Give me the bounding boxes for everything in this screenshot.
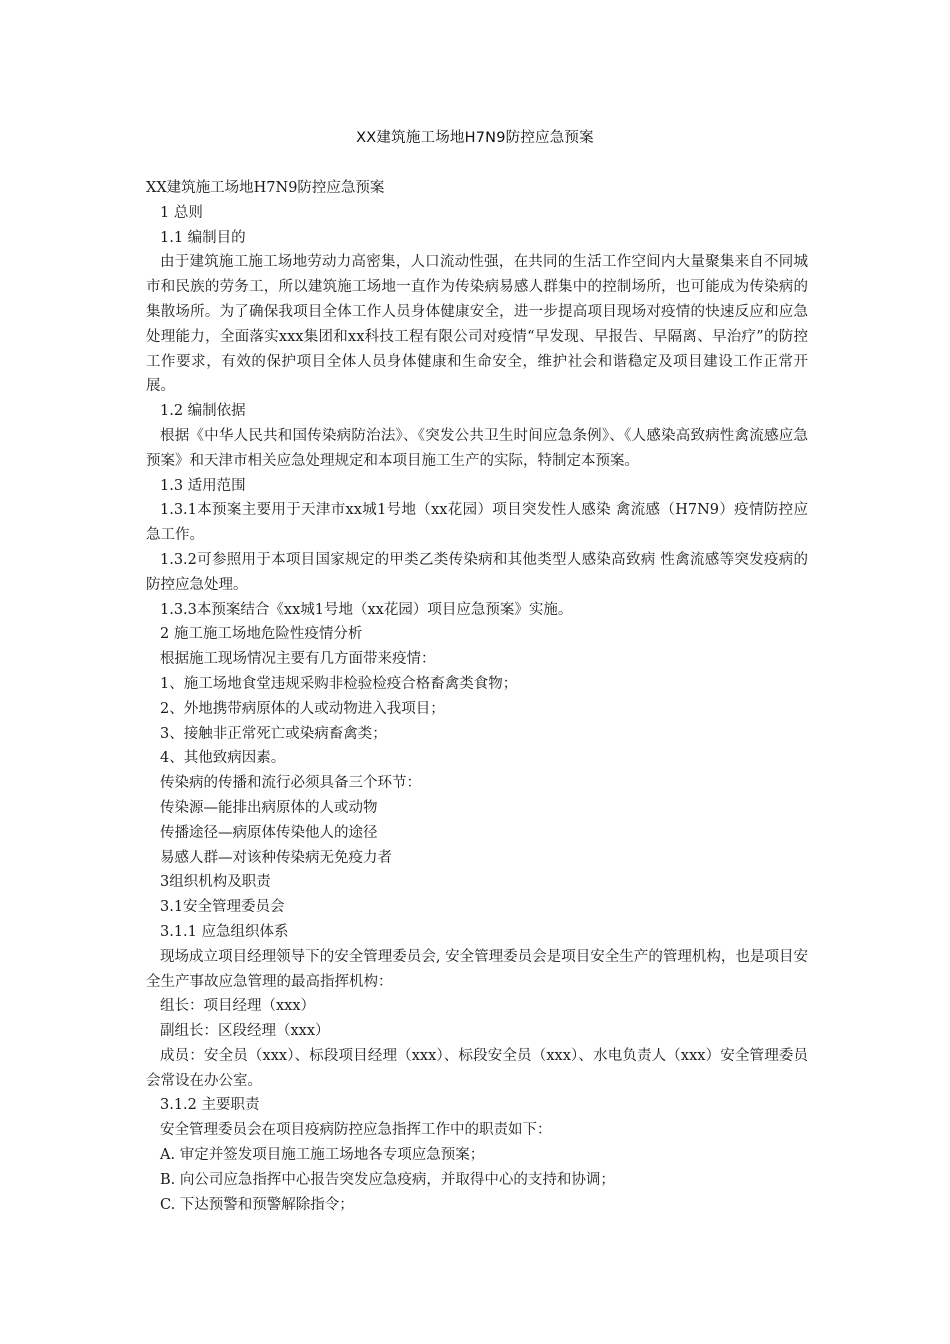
document-body [146, 176, 808, 1217]
paragraph: 易感人群—对该种传染病无免疫力者 [160, 849, 392, 866]
paragraph: 1.1 编制目的 [160, 229, 246, 246]
paragraph: 传播途径—病原体传染他人的途径 [160, 824, 378, 841]
paragraph: 成员：安全员（xxx）、标段项目经理（xxx）、标段安全员（xxx）、水电负责人（xxx）安全管理委员会常设在办公室。 [146, 1047, 808, 1089]
paragraph: 根据《中华人民共和国传染病防治法》、《突发公共卫生时间应急条例》、《人感染高致病性禽流感应急预案》和天津市相关应急处理规定和本项目施工生产的实际，特制定本预案。 [146, 427, 808, 469]
paragraph: 现场成立项目经理领导下的安全管理委员会, 安全管理委员会是项目安全生产的管理机构，也是项目安全生产事故应急管理的最高指挥机构： [146, 948, 808, 990]
paragraph: 3.1安全管理委员会 [160, 899, 285, 916]
paragraph: 3.1.1 应急组织体系 [160, 923, 289, 940]
paragraph: 传染病的传播和流行必须具备三个环节： [160, 775, 421, 792]
document-title: XX建筑施工场地H7N9防控应急预案 [356, 130, 594, 146]
paragraph: 2 施工施工场地危险性疫情分析 [160, 626, 363, 643]
paragraph: 传染源—能排出病原体的人或动物 [160, 799, 378, 816]
paragraph: C. 下达预警和预警解除指令； [160, 1196, 354, 1213]
paragraph: 安全管理委员会在项目疫病防控应急指挥工作中的职责如下： [160, 1122, 552, 1139]
paragraph: 组长：项目经理（xxx） [160, 998, 316, 1015]
paragraph: 2、外地携带病原体的人或动物进入我项目； [160, 700, 445, 717]
paragraph: 1、施工场地食堂违规采购非检验检疫合格畜禽类食物； [160, 675, 518, 692]
paragraph: 1.3.3本预案结合《xx城1号地（xx花园）项目应急预案》实施。 [160, 601, 573, 618]
paragraph: 根据施工现场情况主要有几方面带来疫情： [160, 651, 436, 668]
paragraph: 3组织机构及职责 [160, 874, 271, 891]
paragraph: 1.3.2可参照用于本项目国家规定的甲类乙类传染病和其他类型人感染高致病 性禽流感等突发疫病的防控应急处理。 [146, 551, 808, 593]
paragraph: XX建筑施工场地H7N9防控应急预案 [146, 180, 385, 196]
paragraph: B. 向公司应急指挥中心报告突发应急疫病，并取得中心的支持和协调； [160, 1171, 615, 1188]
paragraph: 1.2 编制依据 [160, 403, 246, 420]
paragraph: 3.1.2 主要职责 [160, 1097, 260, 1114]
paragraph: 1.3.1本预案主要用于天津市xx城1号地（xx花园）项目突发性人感染 禽流感（H7N9）疫情防控应急工作。 [146, 502, 808, 544]
paragraph: 副组长：区段经理（xxx） [160, 1023, 330, 1040]
paragraph: 由于建筑施工施工场地劳动力高密集，人口流动性强，在共同的生活工作空间内大量聚集来自不同城市和民族的劳务工，所以建筑施工场地一直作为传染病易感人群集中的控制场所，也可能成为传染病的集散场所。为了确保我项目全体工作人员身体健康安全，进一步提高项目现场对疫情的快速反应和应急处理能力，全面落实xxx集团和xx科技工程有限公司对疫情“早发现、早报告、早隔离、早治疗”的防控工作要求，有效的保护项目全体人员身体健康和生命安全，维护社会和谐稳定及项目建设工作正常开展。 [146, 254, 808, 395]
paragraph: 3、接触非正常死亡或染病畜禽类； [160, 725, 387, 742]
paragraph: A. 审定并签发项目施工施工场地各专项应急预案； [160, 1147, 485, 1164]
paragraph: 1 总则 [160, 204, 203, 221]
paragraph: 4、其他致病因素。 [160, 750, 286, 767]
paragraph: 1.3 适用范围 [160, 477, 246, 494]
